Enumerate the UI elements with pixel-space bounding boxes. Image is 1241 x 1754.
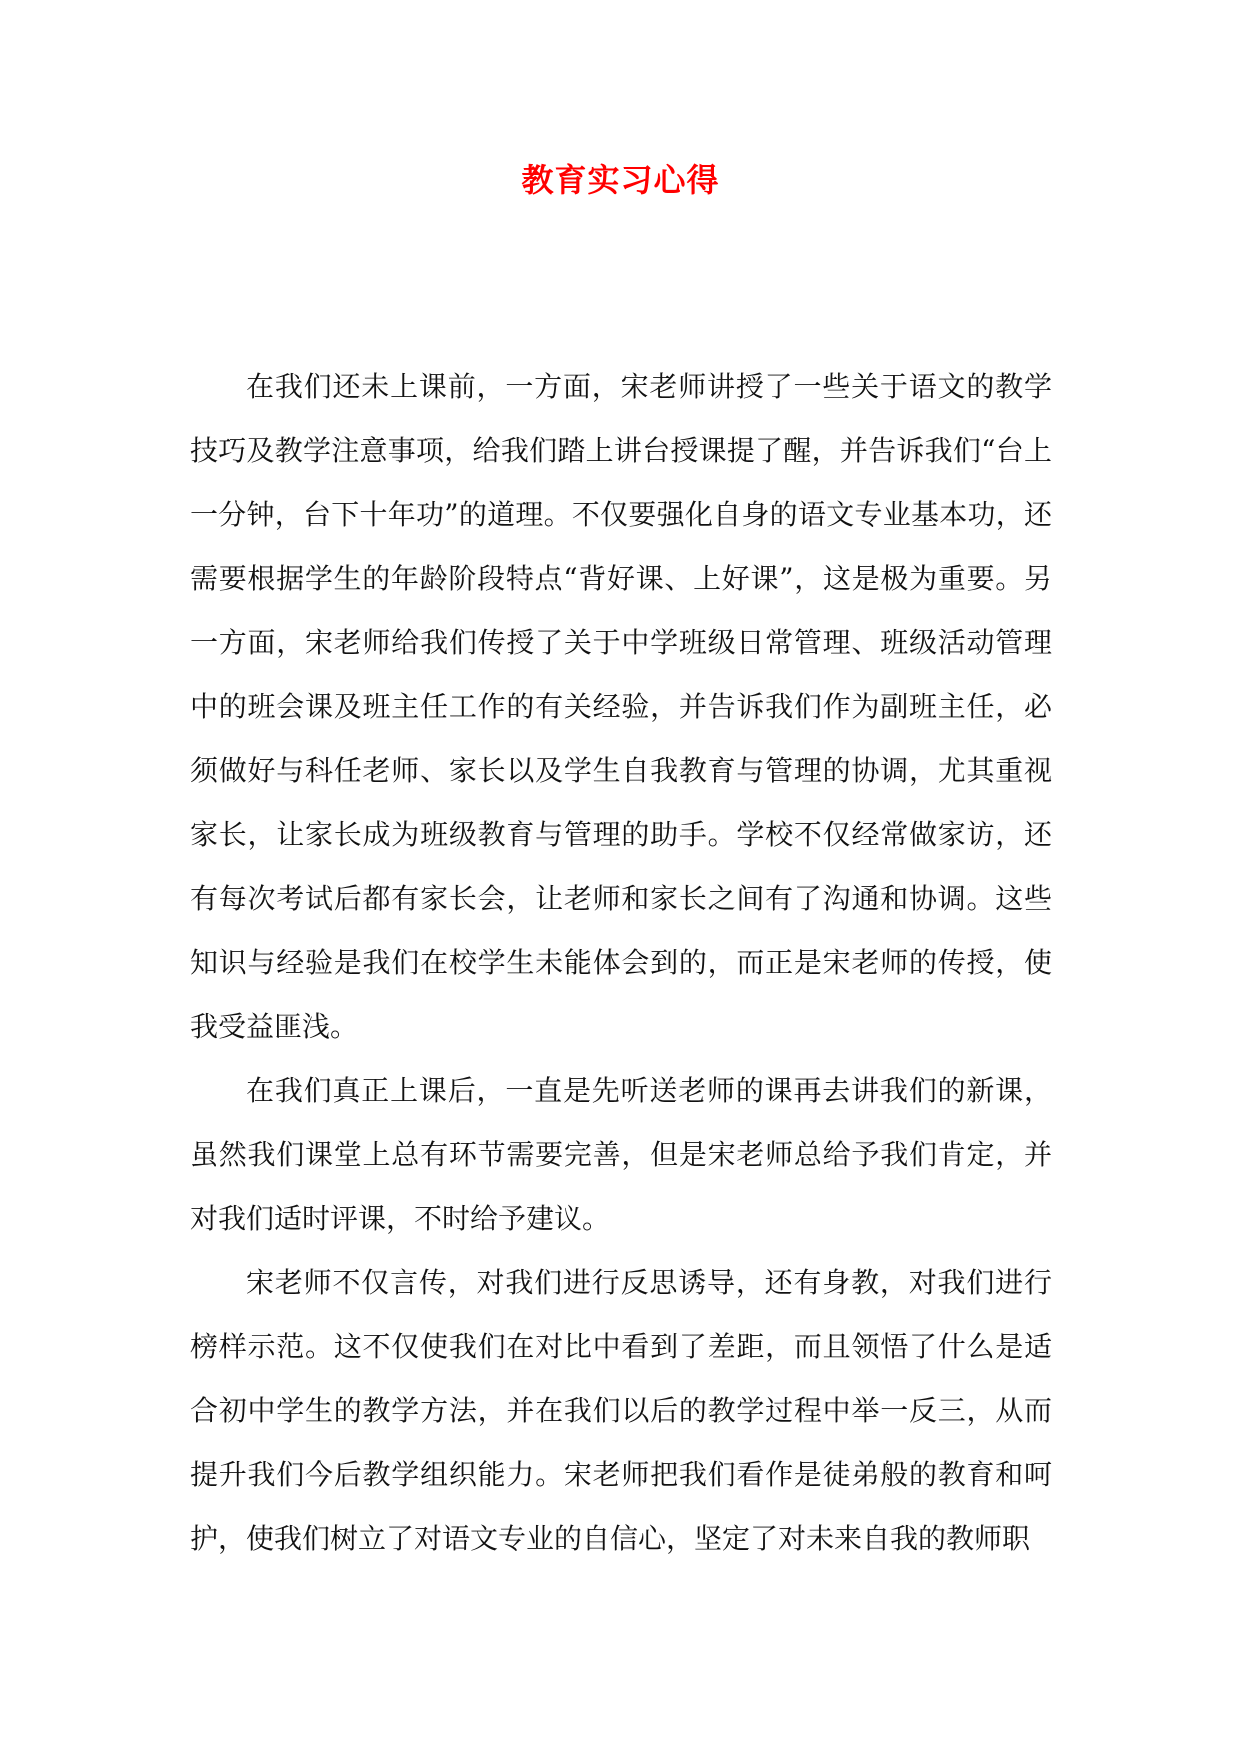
document-title: 教育实习心得 — [521, 161, 720, 199]
paragraph-2: 在我们真正上课后，一直是先听送老师的课再去讲我们的新课，虽然我们课堂上总有环节需要完善，但是宋老师总给予我们肯定，并对我们适时评课，不时给予建议。 — [190, 1074, 1052, 1235]
paragraph-1: 在我们还未上课前，一方面，宋老师讲授了一些关于语文的教学技巧及教学注意事项，给我们踏上讲台授课提了醒，并告诉我们“台上一分钟，台下十年功”的道理。不仅要强化自身的语文专业基本功，还需要根据学生的年龄阶段特点“背好课、上好课”，这是极为重要。另一方面，宋老师给我们传授了关于中学班级日常管理、班级活动管理中的班会课及班主任工作的有关经验，并告诉我们作为副班主任，必须做好与科任老师、家长以及学生自我教育与管理的协调，尤其重视家长，让家长成为班级教育与管理的助手。学校不仅经常做家访，还有每次考试后都有家长会，让老师和家长之间有了沟通和协调。这些知识与经验是我们在校学生未能体会到的，而正是宋老师的传授，使我受益匪浅。 — [190, 370, 1052, 1043]
document-body — [190, 355, 1052, 1571]
paragraph-3: 宋老师不仅言传，对我们进行反思诱导，还有身教，对我们进行榜样示范。这不仅使我们在对比中看到了差距，而且领悟了什么是适合初中学生的教学方法，并在我们以后的教学过程中举一反三，从而提升我们今后教学组织能力。宋老师把我们看作是徒弟般的教育和呵护，使我们树立了对语文专业的自信心，坚定了对未来自我的教师职 — [190, 1266, 1052, 1555]
